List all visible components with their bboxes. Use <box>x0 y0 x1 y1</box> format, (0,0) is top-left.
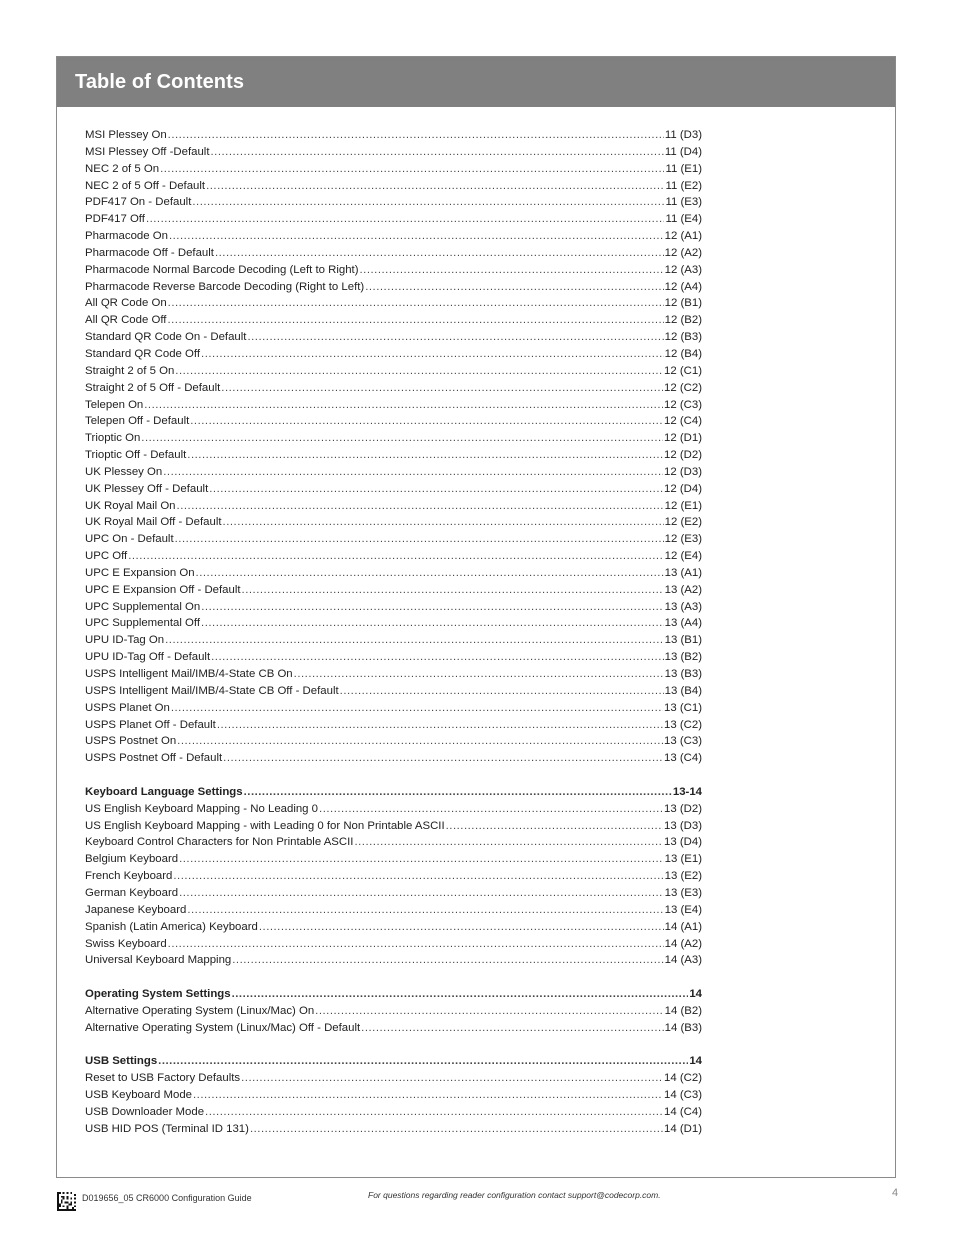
toc-entry-title: UK Plessey On <box>85 465 163 478</box>
toc-entry-title: US English Keyboard Mapping - with Leading 0 for Non Printable ASCII <box>85 819 445 832</box>
dot-leader <box>193 1087 663 1104</box>
toc-entry-page: 14 (A1) <box>664 920 702 933</box>
toc-entry-title: USB Keyboard Mode <box>85 1089 193 1102</box>
dot-leader <box>217 717 663 734</box>
toc-entry <box>85 329 702 346</box>
dot-leader <box>146 211 665 228</box>
dot-leader <box>196 565 664 582</box>
dot-leader <box>192 194 664 211</box>
dot-leader <box>232 986 689 1003</box>
toc-entry-title: Swiss Keyboard <box>85 937 167 950</box>
toc-entry <box>85 498 702 515</box>
toc-entry-page: 13 (B4) <box>664 684 702 697</box>
toc-entry-title: PDF417 On - Default <box>85 196 192 209</box>
footer-doc-title: D019656_05 CR6000 Configuration Guide <box>82 1193 252 1203</box>
toc-entry-page: 13 (D4) <box>664 836 702 849</box>
dot-leader <box>223 750 663 767</box>
toc-entry <box>85 834 702 851</box>
toc-entry-title: Spanish (Latin America) Keyboard <box>85 920 258 933</box>
toc-entry <box>85 380 702 397</box>
toc-entry-page: 12 (C1) <box>664 364 702 377</box>
dot-leader <box>168 936 664 953</box>
toc-entry <box>85 750 702 767</box>
dot-leader <box>360 262 664 279</box>
dot-leader <box>187 447 663 464</box>
toc-entry-title: Trioptic Off - Default <box>85 449 187 462</box>
toc-entry-page: 12 (B4) <box>664 347 702 360</box>
toc-entry <box>85 144 702 161</box>
toc-entry <box>85 902 702 919</box>
dot-leader <box>205 1104 663 1121</box>
dot-leader <box>206 178 664 195</box>
dot-leader <box>319 801 663 818</box>
section-gap <box>85 969 702 986</box>
toc-entry <box>85 245 702 262</box>
toc-entry-page: 14 (A3) <box>664 954 702 967</box>
dot-leader <box>169 228 664 245</box>
dot-leader <box>242 582 664 599</box>
dot-leader <box>163 464 663 481</box>
toc-entry <box>85 885 702 902</box>
toc-entry <box>85 464 702 481</box>
toc-entry-page: 14 (C2) <box>664 1072 702 1085</box>
toc-entry-page: 11 (D3) <box>664 129 702 141</box>
dot-leader <box>168 295 664 312</box>
toc-entry <box>85 818 702 835</box>
dot-leader <box>165 632 664 649</box>
dot-leader <box>141 430 663 447</box>
dot-leader <box>144 397 663 414</box>
toc-entry-title: German Keyboard <box>85 886 179 899</box>
toc-entry-title: Alternative Operating System (Linux/Mac) Off - Default <box>85 1021 361 1034</box>
dot-leader <box>361 1020 663 1037</box>
toc-entry <box>85 194 702 211</box>
toc-entry <box>85 717 702 734</box>
dot-leader <box>315 1003 663 1020</box>
toc-entry-title: NEC 2 of 5 Off - Default <box>85 179 206 192</box>
toc-entry-title: Standard QR Code On - Default <box>85 331 247 344</box>
toc-entry-title: Belgium Keyboard <box>85 853 179 866</box>
toc-entry-page: 12 (E1) <box>664 499 702 512</box>
toc-entry <box>85 582 702 599</box>
dot-leader <box>244 784 672 801</box>
toc-entry-page: 14 <box>689 988 702 1001</box>
dot-leader <box>215 245 664 262</box>
toc-entry-title: PDF417 Off <box>85 213 145 226</box>
dot-leader <box>177 498 664 515</box>
dot-leader <box>223 514 664 531</box>
toc-entry-page: 12 (C3) <box>664 398 702 411</box>
toc-entry-title: USPS Planet On <box>85 701 170 714</box>
toc-entry-title: Pharmacode Off - Default <box>85 246 214 259</box>
dot-leader <box>340 683 664 700</box>
dot-leader <box>179 885 664 902</box>
dot-leader <box>168 127 664 144</box>
toc-entry <box>85 211 702 228</box>
toc-entry-title: UK Royal Mail Off - Default <box>85 516 222 529</box>
toc-entry <box>85 363 702 380</box>
toc-entry-title: Operating System Settings <box>85 988 231 1001</box>
dot-leader <box>201 599 663 616</box>
toc-entry-page: 12 (D4) <box>664 482 702 495</box>
toc-entry <box>85 1087 702 1104</box>
toc-entry-page: 11 (E2) <box>665 179 702 192</box>
toc-entry <box>85 1020 702 1037</box>
dot-leader <box>294 666 664 683</box>
toc-entry-page: 12 (E4) <box>664 550 702 563</box>
toc-entry-title: Keyboard Language Settings <box>85 785 243 798</box>
toc-entry-title: MSI Plessey Off -Default <box>85 145 210 158</box>
toc-entry <box>85 733 702 750</box>
toc-entry-title: Standard QR Code Off <box>85 347 201 360</box>
toc-entry <box>85 228 702 245</box>
toc-entry-title: Pharmacode Normal Barcode Decoding (Left to Right) <box>85 263 359 276</box>
dot-leader <box>167 312 663 329</box>
toc-entry <box>85 700 702 717</box>
toc-entry-page: 13 (B1) <box>664 634 702 647</box>
toc-section-heading <box>85 986 702 1003</box>
toc-entry <box>85 127 702 144</box>
toc-entry-page: 13 (A4) <box>664 617 702 630</box>
toc-entry-page: 12 (D3) <box>664 465 702 478</box>
dot-leader <box>259 919 664 936</box>
toc-entry <box>85 279 702 296</box>
toc-entry-title: Universal Keyboard Mapping <box>85 954 232 967</box>
toc-entry-title: Telepen On <box>85 398 144 411</box>
toc-entry <box>85 531 702 548</box>
toc-entry-page: 12 (C2) <box>664 381 702 394</box>
toc-entry <box>85 312 702 329</box>
toc-entry-page: 13 (C1) <box>664 701 702 714</box>
page-number: 4 <box>892 1187 899 1199</box>
dot-leader <box>187 902 663 919</box>
toc-entry <box>85 599 702 616</box>
toc-entry <box>85 430 702 447</box>
toc-entry-page: 13 (C3) <box>664 735 702 748</box>
toc-entry <box>85 262 702 279</box>
toc-entry-title: UPU ID-Tag On <box>85 634 165 647</box>
dot-leader <box>221 380 663 397</box>
toc-entry-page: 14 (A2) <box>664 937 702 950</box>
section-gap <box>85 767 702 784</box>
toc-entry-page: 11 (E1) <box>665 162 702 175</box>
toc-entry-page: 12 (D2) <box>664 449 702 462</box>
toc-entry <box>85 1070 702 1087</box>
dot-leader <box>201 346 664 363</box>
dot-leader <box>175 363 663 380</box>
toc-entry-title: USPS Intelligent Mail/IMB/4-State CB Off - Default <box>85 684 339 697</box>
toc-entry-title: Reset to USB Factory Defaults <box>85 1072 241 1085</box>
toc-entry-page: 14 (C3) <box>664 1089 702 1102</box>
toc-entry <box>85 346 702 363</box>
footer-contact: For questions regarding reader configuration contact support@codecorp.com. <box>368 1190 661 1200</box>
toc-entry-title: UPU ID-Tag Off - Default <box>85 651 211 664</box>
toc-entry <box>85 952 702 969</box>
toc-entry-page: 14 (C4) <box>664 1105 702 1118</box>
toc-entry-page: 12 (E3) <box>664 533 702 546</box>
toc-entry-title: USB HID POS (Terminal ID 131) <box>85 1122 249 1135</box>
toc-entry-title: USB Downloader Mode <box>85 1105 205 1118</box>
toc-entry-page: 12 (A1) <box>664 230 702 243</box>
toc-entry-title: USB Settings <box>85 1055 158 1068</box>
toc-entry-page: 13 (A2) <box>664 583 702 596</box>
dot-leader <box>128 548 663 565</box>
toc-entry-title: Pharmacode On <box>85 230 168 243</box>
table-of-contents <box>85 127 702 1138</box>
toc-entry-title: UPC On - Default <box>85 533 174 546</box>
toc-entry-title: US English Keyboard Mapping - No Leading 0 <box>85 802 319 815</box>
toc-entry <box>85 565 702 582</box>
toc-entry <box>85 632 702 649</box>
toc-entry-title: Pharmacode Reverse Barcode Decoding (Right to Left) <box>85 280 365 293</box>
toc-entry-page: 13 (A1) <box>664 566 702 579</box>
toc-entry-page: 13 (C4) <box>664 752 702 765</box>
toc-entry-title: UK Plessey Off - Default <box>85 482 209 495</box>
toc-entry <box>85 413 702 430</box>
toc-entry-title: Telepen Off - Default <box>85 415 190 428</box>
toc-entry-title: UPC Off <box>85 550 128 563</box>
toc-entry-page: 14 (B2) <box>664 1004 702 1017</box>
toc-entry-page: 13 (D3) <box>664 819 702 832</box>
toc-entry-title: MSI Plessey On <box>85 129 167 141</box>
toc-entry-page: 11 (E4) <box>665 213 702 226</box>
dot-leader <box>232 952 663 969</box>
dot-leader <box>211 144 664 161</box>
dot-leader <box>158 1053 688 1070</box>
toc-entry <box>85 649 702 666</box>
toc-entry-title: Straight 2 of 5 On <box>85 364 175 377</box>
toc-entry-page: 12 (D1) <box>664 432 702 445</box>
toc-entry-page: 13 (C2) <box>664 718 702 731</box>
toc-entry-title: UPC Supplemental Off <box>85 617 201 630</box>
dot-leader <box>179 851 664 868</box>
toc-entry-page: 14 <box>689 1055 702 1068</box>
toc-entry <box>85 548 702 565</box>
dot-leader <box>365 279 663 296</box>
section-gap <box>85 1037 702 1054</box>
toc-entry <box>85 919 702 936</box>
toc-entry <box>85 161 702 178</box>
toc-section-heading <box>85 1053 702 1070</box>
toc-entry <box>85 447 702 464</box>
toc-entry-page: 13-14 <box>672 785 702 798</box>
toc-entry-page: 12 (B3) <box>664 331 702 344</box>
toc-entry-page: 13 (E4) <box>664 903 702 916</box>
toc-entry <box>85 178 702 195</box>
toc-entry-title: French Keyboard <box>85 870 173 883</box>
toc-entry-page: 13 (E1) <box>664 853 702 866</box>
toc-entry-page: 12 (E2) <box>664 516 702 529</box>
toc-entry-page: 13 (A3) <box>664 600 702 613</box>
toc-entry <box>85 397 702 414</box>
dot-leader <box>250 1121 663 1138</box>
toc-entry-page: 12 (A4) <box>664 280 702 293</box>
toc-entry-page: 12 (B1) <box>664 297 702 310</box>
toc-entry-page: 12 (A2) <box>664 246 702 259</box>
dot-leader <box>247 329 663 346</box>
toc-entry-title: UPC E Expansion On <box>85 566 195 579</box>
toc-entry-page: 14 (D1) <box>664 1122 702 1135</box>
toc-entry <box>85 514 702 531</box>
toc-entry-page: 11 (D4) <box>664 145 702 158</box>
dot-leader <box>446 818 663 835</box>
dot-leader <box>175 531 664 548</box>
toc-entry-title: Alternative Operating System (Linux/Mac) On <box>85 1004 315 1017</box>
toc-entry-page: 12 (A3) <box>664 263 702 276</box>
toc-entry-title: UPC E Expansion Off - Default <box>85 583 241 596</box>
dot-leader <box>209 481 663 498</box>
dot-leader <box>160 161 664 178</box>
toc-entry-page: 14 (B3) <box>664 1021 702 1034</box>
dot-leader <box>354 834 663 851</box>
dot-leader <box>201 615 664 632</box>
toc-entry-title: UPC Supplemental On <box>85 600 201 613</box>
toc-entry-title: Keyboard Control Characters for Non Printable ASCII <box>85 836 354 849</box>
toc-entry <box>85 1121 702 1138</box>
toc-entry-page: 13 (E3) <box>664 886 702 899</box>
toc-entry-title: USPS Intelligent Mail/IMB/4-State CB On <box>85 668 293 680</box>
toc-entry <box>85 295 702 312</box>
toc-entry-page: 13 (B2) <box>664 651 702 664</box>
dot-leader <box>177 733 663 750</box>
toc-entry-title: Straight 2 of 5 Off - Default <box>85 381 221 394</box>
dot-leader <box>211 649 664 666</box>
toc-entry-title: UK Royal Mail On <box>85 499 176 512</box>
toc-entry-title: All QR Code Off <box>85 314 167 327</box>
toc-entry-page: 11 (E3) <box>665 196 702 209</box>
dot-leader <box>173 868 663 885</box>
toc-entry-title: USPS Postnet On <box>85 735 177 748</box>
toc-entry <box>85 851 702 868</box>
toc-entry-title: USPS Postnet Off - Default <box>85 752 223 765</box>
dot-leader <box>171 700 663 717</box>
toc-entry-page: 12 (C4) <box>664 415 702 428</box>
toc-entry <box>85 683 702 700</box>
toc-entry <box>85 615 702 632</box>
toc-entry-title: USPS Planet Off - Default <box>85 718 216 731</box>
toc-entry-title: NEC 2 of 5 On <box>85 162 160 175</box>
page-frame <box>56 56 896 1178</box>
toc-entry-title: Japanese Keyboard <box>85 903 187 916</box>
header-bar <box>57 57 895 107</box>
toc-entry <box>85 868 702 885</box>
toc-entry <box>85 1104 702 1121</box>
toc-entry <box>85 1003 702 1020</box>
dot-leader <box>241 1070 663 1087</box>
toc-section-heading <box>85 784 702 801</box>
toc-entry-title: All QR Code On <box>85 297 167 310</box>
dot-leader <box>190 413 663 430</box>
toc-entry <box>85 801 702 818</box>
toc-entry-page: 13 (E2) <box>664 870 702 883</box>
toc-entry <box>85 666 702 683</box>
datamatrix-code-icon <box>57 1192 76 1211</box>
toc-entry-page: 12 (B2) <box>664 314 702 327</box>
toc-entry <box>85 481 702 498</box>
toc-entry-page: 13 (D2) <box>664 802 702 815</box>
page-title: Table of Contents <box>75 71 245 93</box>
toc-entry-page: 13 (B3) <box>664 668 702 680</box>
toc-entry-title: Trioptic On <box>85 432 141 445</box>
toc-entry <box>85 936 702 953</box>
